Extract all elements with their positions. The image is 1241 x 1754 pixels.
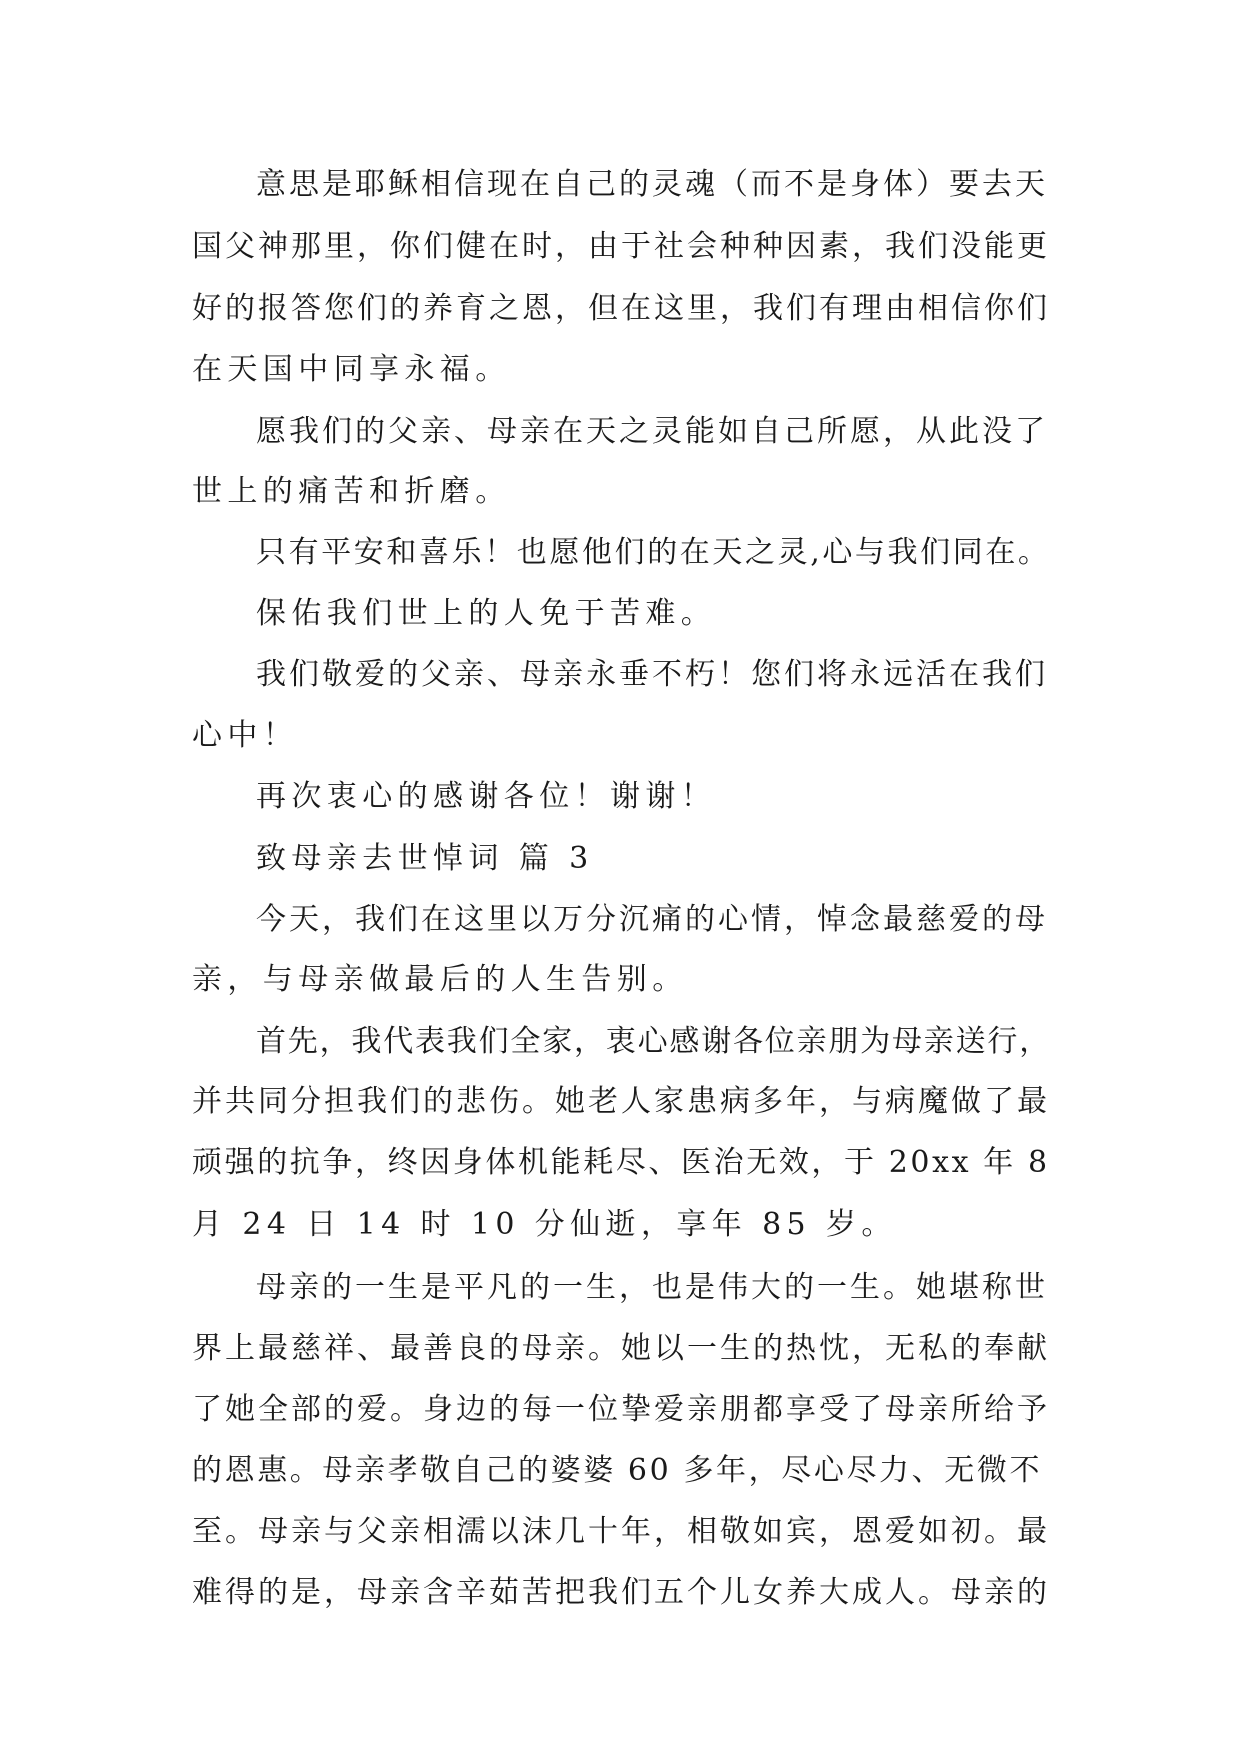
section-heading: 致母亲去世悼词 篇 3 <box>256 841 594 876</box>
text-line: 世上的痛苦和折磨。 <box>192 474 511 509</box>
text-line: 母亲的一生是平凡的一生，也是伟大的一生。她堪称世 <box>256 1270 1048 1305</box>
text-line: 至。母亲与父亲相濡以沫几十年，相敬如宾，恩爱如初。最 <box>192 1514 1050 1549</box>
text-line: 意思是耶稣相信现在自己的灵魂（而不是身体）要去天 <box>256 167 1048 202</box>
text-line: 月 24 日 14 时 10 分仙逝，享年 85 岁。 <box>192 1207 897 1242</box>
text-line: 亲，与母亲做最后的人生告别。 <box>192 962 688 997</box>
text-line: 国父神那里，你们健在时，由于社会种种因素，我们没能更 <box>192 229 1050 264</box>
text-line: 心中！ <box>192 718 299 753</box>
text-line: 界上最慈祥、最善良的母亲。她以一生的热忱，无私的奉献 <box>192 1331 1050 1366</box>
text-line: 愿我们的父亲、母亲在天之灵能如自己所愿，从此没了 <box>256 414 1048 449</box>
text-line: 顽强的抗争，终因身体机能耗尽、医治无效，于 20xx 年 8 <box>192 1145 1050 1180</box>
text-line: 并共同分担我们的悲伤。她老人家患病多年，与病魔做了最 <box>192 1084 1050 1119</box>
text-line: 再次衷心的感谢各位！谢谢！ <box>256 779 717 814</box>
text-line: 我们敬爱的父亲、母亲永垂不朽！您们将永远活在我们 <box>256 657 1048 692</box>
text-line: 的恩惠。母亲孝敬自己的婆婆 60 多年，尽心尽力、无微不 <box>192 1453 1043 1488</box>
text-line: 难得的是，母亲含辛茹苦把我们五个儿女养大成人。母亲的 <box>192 1575 1050 1610</box>
text-line: 今天，我们在这里以万分沉痛的心情，悼念最慈爱的母 <box>256 902 1048 937</box>
text-line: 保佑我们世上的人免于苦难。 <box>256 596 717 631</box>
text-line: 首先，我代表我们全家，衷心感谢各位亲朋为母亲送行， <box>256 1024 1051 1059</box>
text-line: 在天国中同享永福。 <box>192 352 511 387</box>
text-line: 只有平安和喜乐！也愿他们的在天之灵,心与我们同在。 <box>256 535 1051 570</box>
text-line: 了她全部的爱。身边的每一位挚爱亲朋都享受了母亲所给予 <box>192 1392 1050 1427</box>
text-line: 好的报答您们的养育之恩，但在这里，我们有理由相信你们 <box>192 291 1050 326</box>
